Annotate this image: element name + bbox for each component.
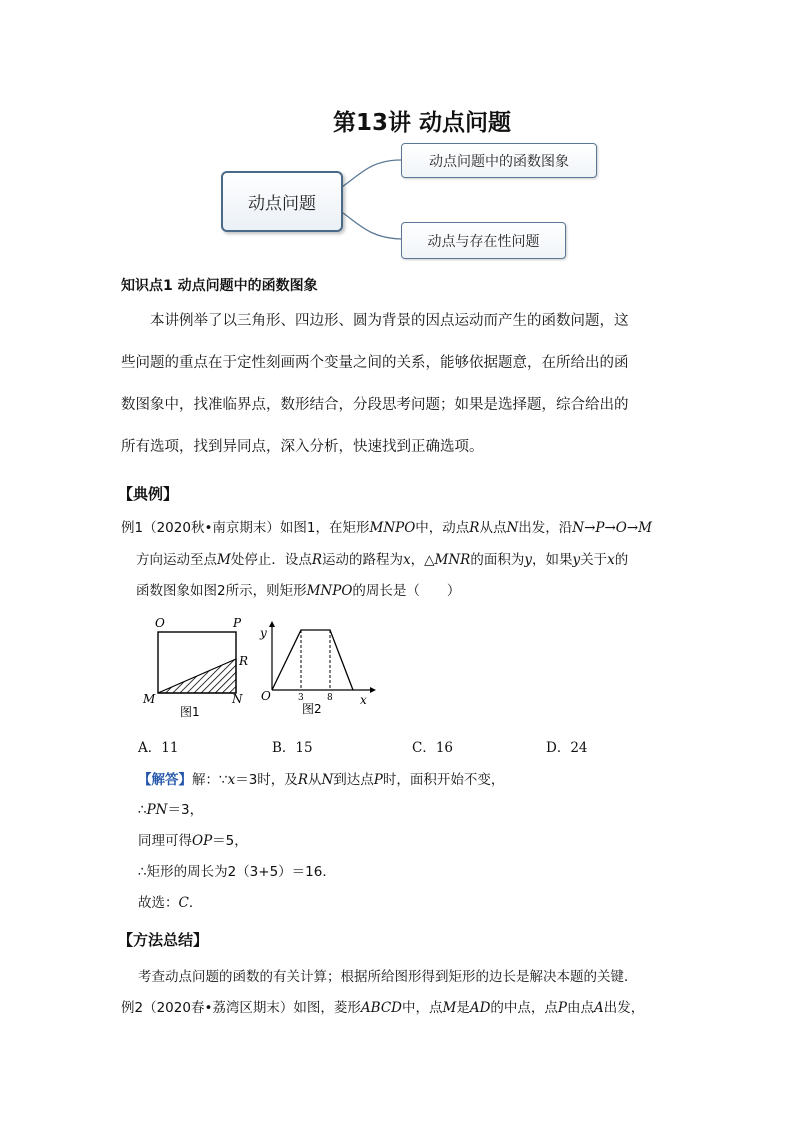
method-heading: 【方法总结】	[118, 931, 209, 949]
mindmap-node-existence: 动点与存在性问题	[401, 222, 566, 259]
var-p: P	[373, 772, 383, 788]
label-n: N	[232, 692, 243, 706]
text: 中，动点	[415, 520, 470, 536]
var-ad: AD	[469, 1000, 491, 1016]
label-p: P	[233, 616, 242, 630]
example1-line-1	[121, 516, 652, 536]
example1-line-2	[136, 548, 628, 568]
text: 从	[307, 772, 322, 788]
var-a: A	[594, 1000, 604, 1016]
figure-1	[135, 610, 260, 720]
mindmap-center-node: 动点问题	[221, 171, 343, 232]
text: ，△	[410, 552, 435, 568]
paragraph-line-3: 数图象中，找准临界点，数形结合，分段思考问题；如果是选择题，综合给出的	[121, 397, 629, 413]
var-m: M	[217, 552, 231, 568]
var-c: C	[178, 895, 189, 911]
option-d[interactable]: D．24	[546, 740, 588, 756]
label-origin: O	[261, 689, 271, 703]
shaded-triangle-mnr	[158, 659, 236, 693]
var-r: R	[469, 520, 480, 536]
var-r: R	[311, 552, 322, 568]
text: 的周长是（ ）	[352, 583, 461, 599]
figure-1-caption: 图1	[180, 705, 200, 719]
text: 例1（2020秋•南京期末）如图1，在矩形	[121, 520, 370, 536]
page-title: 第13讲 动点问题	[332, 110, 511, 136]
text: ．	[188, 895, 203, 911]
solution-line-1	[138, 768, 504, 788]
text: 出发，沿	[518, 520, 573, 536]
text: 出发，	[603, 1000, 645, 1016]
text: 例2（2020春•荔湾区期末）如图，菱形	[121, 1000, 361, 1016]
option-c[interactable]: C．16	[412, 740, 454, 756]
text: 到达点	[333, 772, 374, 788]
label-o: O	[155, 616, 165, 630]
figure-2-caption: 图2	[302, 702, 322, 716]
var-r: R	[297, 772, 308, 788]
text: ，如果	[531, 552, 573, 568]
text: 解：∵	[192, 772, 228, 788]
mindmap-connectors	[0, 0, 794, 300]
var-y: y	[524, 552, 532, 568]
x-axis-arrow	[370, 687, 376, 693]
solution-line-5	[138, 891, 202, 911]
option-b[interactable]: B．15	[272, 740, 313, 756]
text: 的中点，点	[490, 1000, 558, 1016]
mindmap-node-function-graph: 动点问题中的函数图象	[401, 143, 597, 178]
var-abcd: ABCD	[360, 1000, 402, 1016]
mindmap-connector-upper	[339, 160, 401, 189]
var-n: N	[506, 520, 519, 536]
tick-3: 3	[298, 693, 304, 703]
text: 时，面积开始不变，	[382, 772, 505, 788]
text: 由点	[567, 1000, 594, 1016]
tick-8: 8	[327, 693, 333, 703]
mindmap-connector-lower	[339, 210, 401, 239]
text: 是	[456, 1000, 470, 1016]
solution-line-3	[138, 829, 248, 849]
var-op: OP	[192, 833, 213, 849]
solution-tag: 【解答】	[138, 772, 192, 788]
label-x: x	[360, 693, 367, 707]
var-mnr: MNR	[434, 552, 471, 568]
text: 方向运动至点	[136, 552, 217, 568]
example-heading: 【典例】	[118, 485, 179, 503]
figure-2	[258, 618, 378, 718]
method-text: 考查动点问题的函数的有关计算；根据所给图形得到矩形的边长是解决本题的关键．	[138, 969, 638, 985]
text: 从点	[479, 520, 507, 536]
solution-line-2	[138, 798, 203, 818]
var-x: x	[403, 552, 411, 568]
var-mnpo: MNPO	[306, 583, 353, 599]
function-graph-line	[272, 630, 353, 690]
var-x: x	[227, 772, 236, 788]
var-n: N	[321, 772, 334, 788]
var-pn: PN	[146, 802, 168, 818]
option-a[interactable]: A．11	[138, 740, 179, 756]
example2-line-1	[121, 996, 644, 1016]
section-heading: 知识点1 动点问题中的函数图象	[121, 278, 318, 294]
text: 故选：	[138, 895, 179, 911]
text: 运动的路程为	[322, 552, 403, 568]
text: ＝3时，及	[235, 772, 298, 788]
label-r: R	[239, 654, 249, 668]
var-y: y	[572, 552, 581, 568]
example1-line-3	[136, 579, 460, 599]
text: 中，点	[402, 1000, 443, 1016]
paragraph-line-2: 些问题的重点在于定性刻画两个变量之间的关系，能够依据题意，在所给出的函	[121, 355, 629, 371]
text: 关于	[580, 552, 608, 568]
text: ＝5，	[212, 833, 248, 849]
label-y: y	[260, 626, 267, 640]
var-path: N→P→O→M	[572, 520, 653, 536]
text: 的	[614, 552, 629, 568]
var-p: P	[557, 1000, 567, 1016]
label-m: M	[143, 692, 156, 706]
text: 处停止．设点	[230, 552, 312, 568]
text: 同理可得	[138, 833, 192, 849]
solution-line-4: ∴矩形的周长为2（3+5）＝16．	[138, 864, 336, 880]
var-x: x	[607, 552, 615, 568]
text: ＝3，	[167, 802, 204, 818]
text: 函数图象如图2所示，则矩形	[136, 583, 307, 599]
paragraph-line-4: 所有选项，找到异同点，深入分析，快速找到正确选项。	[121, 439, 484, 455]
y-axis-arrow	[269, 621, 275, 627]
text: 的面积为	[470, 552, 525, 568]
paragraph-line-1: 本讲例举了以三角形、四边形、圆为背景的因点运动而产生的函数问题，这	[150, 313, 629, 329]
var-m: M	[442, 1000, 457, 1016]
var-mnpo: MNPO	[369, 520, 416, 536]
text: ∴	[138, 802, 147, 818]
